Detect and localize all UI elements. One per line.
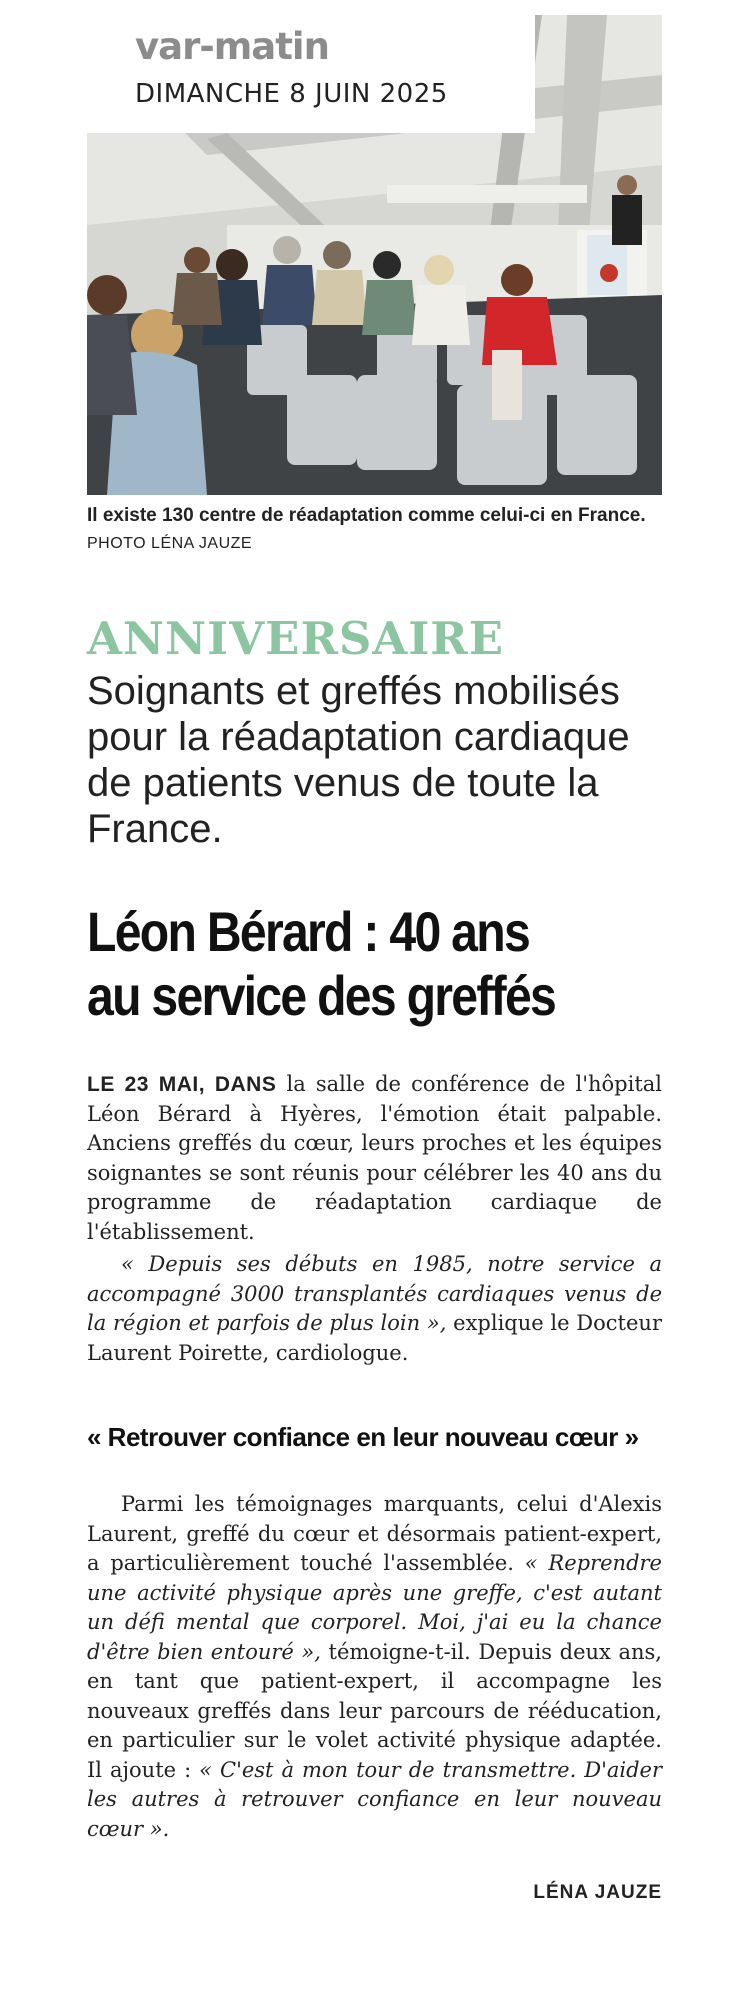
paragraph-lead-in: LE 23 MAI, DANS [87, 1073, 277, 1096]
paragraph-text: Parmi les témoignages marquants, celui d'Alexis Laurent, greffé du cœur et désormais patient-expert, a particulièrement touché l'assemblée. [87, 1492, 662, 1575]
masthead [87, 15, 535, 133]
body-paragraph-3 [87, 1490, 662, 1844]
doctor-quote: « Depuis ses débuts en 1985, notre service a accompagné 3000 transplantés cardiaques venus de la région et parfois de plus loin », [87, 1252, 662, 1335]
article-deck: Soignants et greffés mobilisés pour la réadaptation cardiaque de patients venus de toute la France. [87, 669, 630, 851]
body-paragraph-1 [87, 1070, 662, 1247]
headline-line-1: Léon Bérard : 40 ans [87, 900, 530, 963]
article-headline [87, 900, 663, 1028]
photo-caption [87, 502, 662, 557]
paragraph-text: témoigne-t-il. Depuis deux ans, en tant que patient-expert, il accompagne les nouveaux greffés dans leur parcours de rééducation, en particulier sur le volet activité physique adaptée. Il ajoute : [87, 1639, 662, 1782]
caption-text: Il existe 130 centre de réadaptation comme celui-ci en France. [87, 505, 646, 526]
patient-quote-2: « C'est à mon tour de transmettre. D'aider les autres à retrouver confiance en leur nouveau cœur ». [87, 1757, 662, 1841]
edition-date: DIMANCHE 8 JUIN 2025 [135, 79, 448, 109]
headline-line-2: au service des greffés [87, 964, 556, 1027]
paragraph-text: explique le Docteur Laurent Poirette, cardiologue. [87, 1311, 662, 1365]
newspaper-logo: var-matin [135, 25, 329, 68]
article-byline: LÉNA JAUZE [533, 1882, 662, 1903]
paragraph-text: la salle de conférence de l'hôpital Léon Bérard à Hyères, l'émotion était palpable. Anciens greffés du cœur, leurs proches et les équipes soignantes se sont réunis pour célébrer les 40 ans du programme de réadaptation cardiaque de l'établissement. [87, 1072, 663, 1244]
section-kicker: ANNIVERSAIRE [87, 612, 504, 665]
article-photo [87, 15, 662, 495]
article-subhead: « Retrouver confiance en leur nouveau cœur » [87, 1422, 639, 1452]
patient-quote-1: « Reprendre une activité physique après une greffe, c'est autant un défi mental que corporel. Moi, j'ai eu la chance d'être bien entouré », [87, 1551, 662, 1664]
body-paragraph-2 [87, 1250, 662, 1368]
photo-credit: PHOTO LÉNA JAUZE [87, 535, 253, 552]
